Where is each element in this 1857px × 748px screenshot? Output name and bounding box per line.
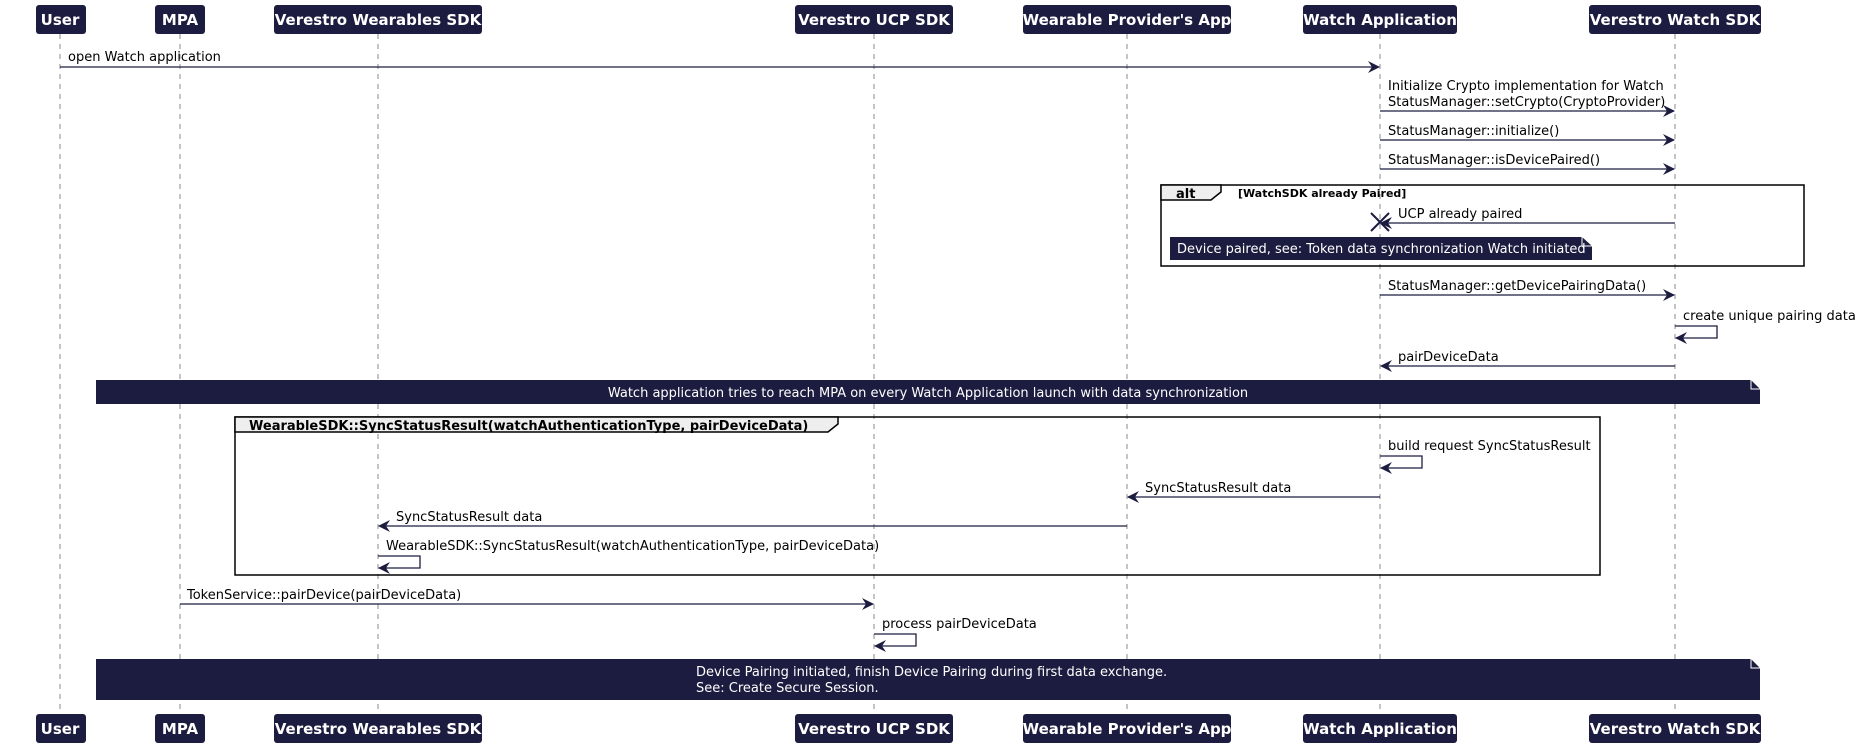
svg-text:Watch application tries to rea: Watch application tries to reach MPA on every Watch Application launch with data synchronization xyxy=(607,386,1249,401)
message-pair-device-data xyxy=(1381,350,1675,366)
svg-text:create unique pairing data: create unique pairing data xyxy=(1683,309,1856,324)
alt-keyword: alt xyxy=(1176,187,1196,202)
message-open-watch-app xyxy=(60,50,1379,67)
svg-text:SyncStatusResult data: SyncStatusResult data xyxy=(1145,481,1292,496)
svg-text:Wearable Provider's App: Wearable Provider's App xyxy=(1022,11,1232,29)
svg-text:StatusManager::initialize(): StatusManager::initialize() xyxy=(1388,124,1560,139)
svg-text:Verestro Wearables SDK: Verestro Wearables SDK xyxy=(274,11,482,29)
message-sync-status-result-to-sdk xyxy=(379,510,1127,526)
svg-text:open Watch application: open Watch application xyxy=(68,50,221,65)
message-build-request xyxy=(1380,439,1591,468)
note-device-paired xyxy=(1170,237,1592,260)
svg-text:Verestro Watch SDK: Verestro Watch SDK xyxy=(1589,720,1761,738)
message-is-device-paired xyxy=(1380,153,1674,169)
message-wearable-sdk-sync xyxy=(378,539,879,568)
message-get-device-pairing-data xyxy=(1380,279,1674,295)
message-initialize xyxy=(1380,124,1674,140)
note-pairing-initiated xyxy=(96,659,1760,700)
svg-text:process pairDeviceData: process pairDeviceData xyxy=(882,617,1037,632)
svg-text:pairDeviceData: pairDeviceData xyxy=(1398,350,1499,365)
message-create-pairing-data xyxy=(1675,309,1856,338)
participant-provider-app-bottom xyxy=(1023,714,1232,743)
participant-watch-sdk-top xyxy=(1589,5,1762,34)
svg-text:StatusManager::isDevicePaired(: StatusManager::isDevicePaired() xyxy=(1388,153,1601,168)
message-process-pair-device-data xyxy=(874,617,1037,646)
svg-text:Verestro UCP SDK: Verestro UCP SDK xyxy=(798,720,950,738)
participant-provider-app-top xyxy=(1023,5,1232,34)
alt-condition: [WatchSDK already Paired] xyxy=(1238,187,1407,200)
note-sync-banner xyxy=(96,380,1760,404)
participant-ucp-sdk-bottom xyxy=(795,714,953,743)
svg-text:TokenService::pairDevice(pairD: TokenService::pairDevice(pairDeviceData) xyxy=(187,588,462,603)
participant-ucp-sdk-top xyxy=(795,5,953,34)
svg-text:Initialize Crypto implementati: Initialize Crypto implementation for Watch xyxy=(1388,79,1664,94)
svg-text:WearableSDK::SyncStatusResult(: WearableSDK::SyncStatusResult(watchAuthenticationType, pairDeviceData) xyxy=(386,539,880,554)
svg-text:UCP already paired: UCP already paired xyxy=(1398,207,1523,222)
svg-text:StatusManager::setCrypto(Crypt: StatusManager::setCrypto(CryptoProvider) xyxy=(1388,95,1666,110)
participant-user-top xyxy=(36,5,86,34)
svg-text:MPA: MPA xyxy=(161,720,199,738)
participant-wearables-sdk-bottom xyxy=(274,714,483,743)
svg-text:build request SyncStatusResult: build request SyncStatusResult xyxy=(1388,439,1591,454)
svg-text:Device paired, see: Token data: Device paired, see: Token data synchronization Watch initiated xyxy=(1177,242,1586,257)
participant-user-bottom xyxy=(36,714,86,743)
svg-text:Verestro UCP SDK: Verestro UCP SDK xyxy=(798,11,950,29)
message-ucp-already-paired xyxy=(1371,207,1675,231)
participant-watch-app-bottom xyxy=(1303,714,1457,743)
participant-wearables-sdk-top xyxy=(274,5,483,34)
participant-watch-app-top xyxy=(1303,5,1457,34)
svg-text:Verestro Watch SDK: Verestro Watch SDK xyxy=(1589,11,1761,29)
svg-text:Watch Application: Watch Application xyxy=(1303,11,1457,29)
svg-text:Wearable Provider's App: Wearable Provider's App xyxy=(1022,720,1232,738)
svg-text:See: Create Secure Session.: See: Create Secure Session. xyxy=(696,681,879,696)
svg-text:Device Pairing initiated, fini: Device Pairing initiated, finish Device Pairing during first data exchange. xyxy=(696,665,1168,680)
message-set-crypto xyxy=(1380,79,1674,111)
svg-text:SyncStatusResult data: SyncStatusResult data xyxy=(396,510,543,525)
participant-mpa-bottom xyxy=(155,714,205,743)
svg-text:StatusManager::getDevicePairin: StatusManager::getDevicePairingData() xyxy=(1388,279,1647,294)
participant-mpa-top xyxy=(155,5,205,34)
participant-watch-sdk-bottom xyxy=(1589,714,1762,743)
svg-text:Verestro Wearables SDK: Verestro Wearables SDK xyxy=(274,720,482,738)
svg-text:MPA: MPA xyxy=(161,11,199,29)
svg-text:User: User xyxy=(40,720,80,738)
svg-text:Watch Application: Watch Application xyxy=(1303,720,1457,738)
message-pair-device xyxy=(180,588,873,604)
group-frame-title: WearableSDK::SyncStatusResult(watchAuthenticationType, pairDeviceData) xyxy=(249,419,809,434)
svg-text:User: User xyxy=(40,11,80,29)
message-sync-status-result-to-provider xyxy=(1128,481,1380,497)
